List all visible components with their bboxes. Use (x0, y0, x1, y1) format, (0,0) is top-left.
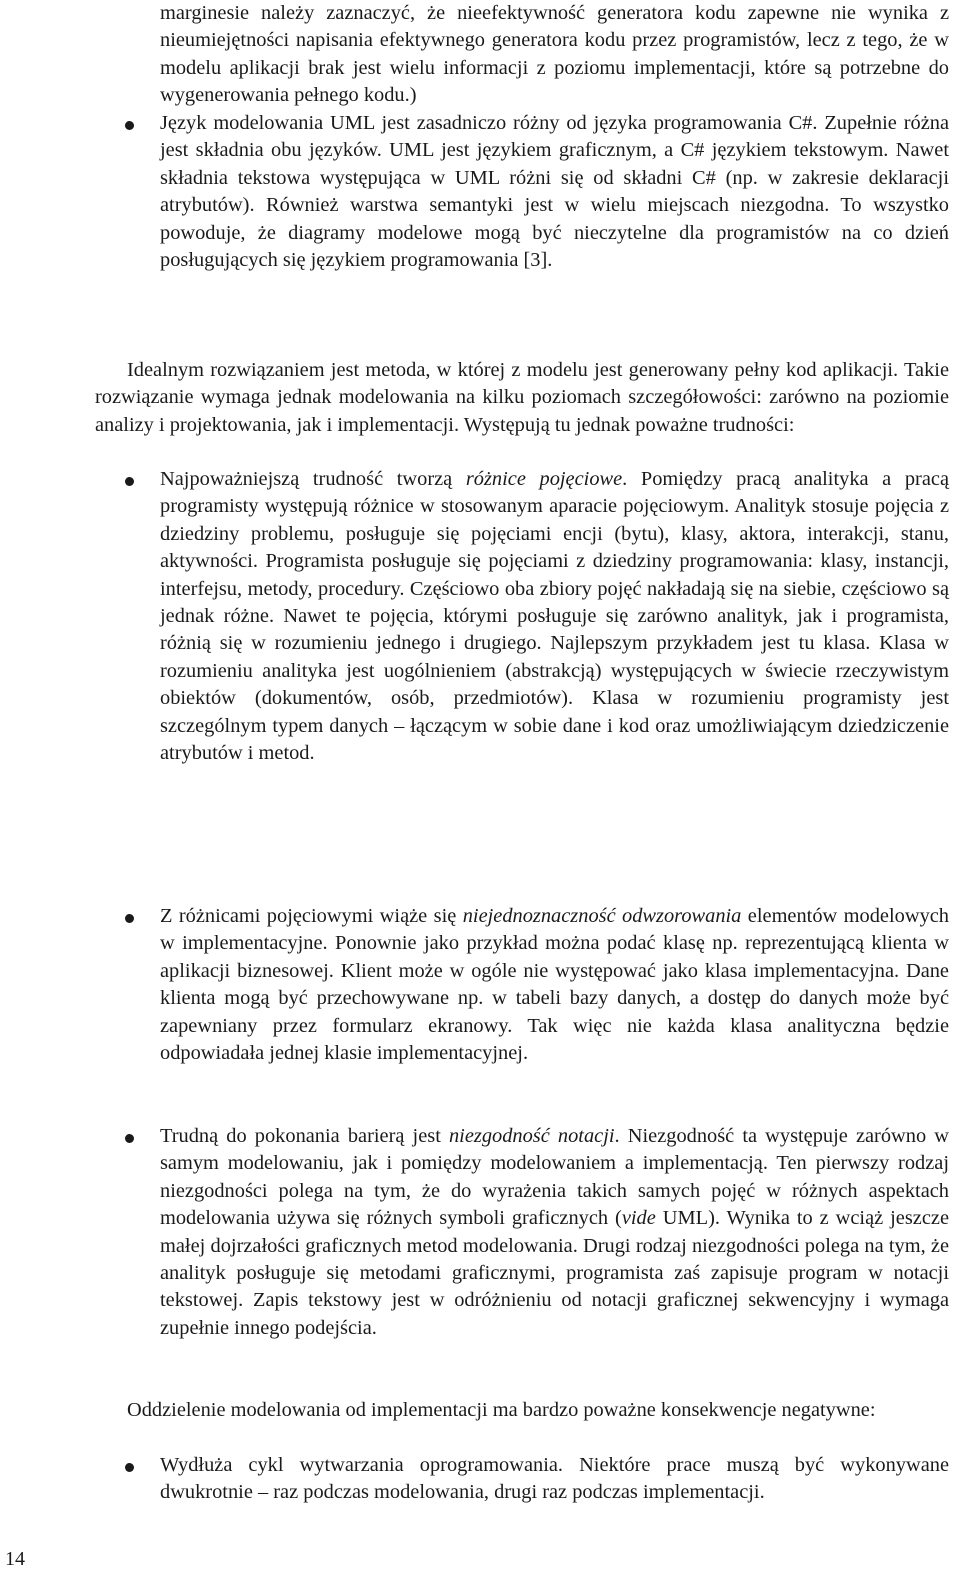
bullet-item-mapping-ambiguity (160, 903, 949, 1067)
paragraph-ideal-solution (95, 357, 949, 439)
bullet-rest-2: UML). Wynika to z wciąż jeszcze małej dojrzałości graficznych metod modelowania. Drugi rodzaj niezgodności polega na tym, że analityk posługuje się metodami graficznymi, programista zaś zapisuje program w notacji tekstowej. Zapis tekstowy jest w odróżnieniu od notacji graficznej sekwencyjny i wymaga zupełnie innego podejścia. (160, 1207, 949, 1339)
bullet-text (160, 1123, 949, 1342)
bullet-dot-icon (125, 1134, 134, 1143)
bullet-text (160, 466, 949, 767)
bullet-text: Język modelowania UML jest zasadniczo różny od języka programowania C#. Zupełnie różna jest składnia obu języków. UML jest językiem graficznym, a C# językiem tekstowym. Nawet składnia tekstowa występująca w UML różni się od składni C# (np. w zakresie deklaracji atrybutów). Również warstwa semantyki jest w wielu miejscach niezgodna. To wszystko powoduje, że diagramy modelowe mogą być nieczytelne dla programistów na co dzień posługujących się językiem programowania [3]. (160, 112, 949, 272)
bullet-rest: . Pomiędzy pracą analityka a pracą programisty występują różnice w stosowanym aparacie pojęciowym. Analityk stosuje pojęcia z dziedziny problemu, posługuje się pojęciami encji (bytu), klasy, aktora, interakcji, stanu, aktywności. Programista posługuje się pojęciami z dziedziny programowania: klasy, instancji, interfejsu, metody, procedury. Częściowo oba zbiory pojęć nakładają się na siebie, częściowo są jednak różne. Nawet te pojęcia, którymi posługuje się zarówno analityk, jak i programista, różnią się w rozumieniu jednego i drugiego. Najlepszym przykładem jest tu klasa. Klasa w rozumieniu analityka jest uogólnieniem (abstrakcją) występujących w świecie rzeczywistym obiektów (dokumentów, osób, przedmiotów). Klasa w rozumieniu programisty jest szczególnym typem danych – łączącym w sobie dane i kod oraz umożliwiającym dziedziczenie atrybutów i metod. (160, 468, 949, 765)
page-number: 14 (5, 1548, 25, 1570)
emphasis-latin: vide (621, 1207, 656, 1230)
bullet-rest: . Niezgodność ta występuje zarówno w samym modelowaniu, jak i pomiędzy modelowaniem a implementacją. Ten pierwszy rodzaj niezgodności polega na tym, że do wyrażenia takich samych pojęć w różnych aspektach modelowania używa się różnych symboli graficznych ( (160, 1125, 949, 1230)
bullet-text: Wydłuża cykl wytwarzania oprogramowania. Niektóre prace muszą być wykonywane dwukrotnie – raz podczas modelowania, drugi raz podczas implementacji. (160, 1454, 949, 1504)
paragraph-text: Idealnym rozwiązaniem jest metoda, w której z modelu jest generowany pełny kod aplikacji. Takie rozwiązanie wymaga jednak modelowania na kilku poziomach szczegółowości: zarówno na poziomie analizy i projektowania, jak i implementacji. Występują tu jednak poważne trudności: (95, 359, 949, 436)
bullet-item-concept-differences (160, 466, 949, 767)
bullet-lead: Z różnicami pojęciowymi wiąże się (160, 905, 463, 927)
paragraph-text: Oddzielenie modelowania od implementacji ma bardzo poważne konsekwencje negatywne: (127, 1399, 876, 1421)
bullet-dot-icon (125, 121, 134, 130)
continuation-text: marginesie należy zaznaczyć, że nieefektywność generatora kodu zapewne nie wynika z nieumiejętności napisania efektywnego generatora kodu przez programistów, lecz z tego, że w modelu aplikacji brak jest wielu informacji z poziomu implementacji, które są potrzebne do wygenerowania pełnego kodu.) (160, 2, 949, 107)
continuation-paragraph (160, 0, 949, 110)
emphasis-term: różnice pojęciowe (465, 468, 623, 490)
bullet-item-notation-mismatch (160, 1123, 949, 1342)
bullet-rest: elementów modelowych w implementacyjne. Ponownie jako przykład można podać klasę np. reprezentującą klienta w aplikacji biznesowej. Klient może w ogóle nie występować jako klasa implementacyjna. Dane klienta mogą być przechowywane np. w tabeli bazy danych, a dostęp do danych może być zapewniany przez formularz ekranowy. Tak więc nie każda klasa analityczna będzie odpowiadała jednej klasie implementacyjnej. (160, 905, 950, 1065)
bullet-lead: Trudną do pokonania barierą jest (160, 1125, 449, 1147)
bullet-lead: Najpoważniejszą trudność tworzą (160, 468, 466, 490)
bullet-item-cycle (160, 1452, 949, 1507)
bullet-item-uml (160, 110, 949, 274)
bullet-dot-icon (125, 477, 134, 486)
emphasis-term: niejednoznaczność odwzorowania (462, 905, 742, 927)
bullet-dot-icon (125, 914, 134, 923)
bullet-dot-icon (125, 1463, 134, 1472)
bullet-text (160, 903, 949, 1067)
emphasis-term: niezgodność notacji (448, 1125, 615, 1147)
paragraph-separation (95, 1397, 949, 1424)
